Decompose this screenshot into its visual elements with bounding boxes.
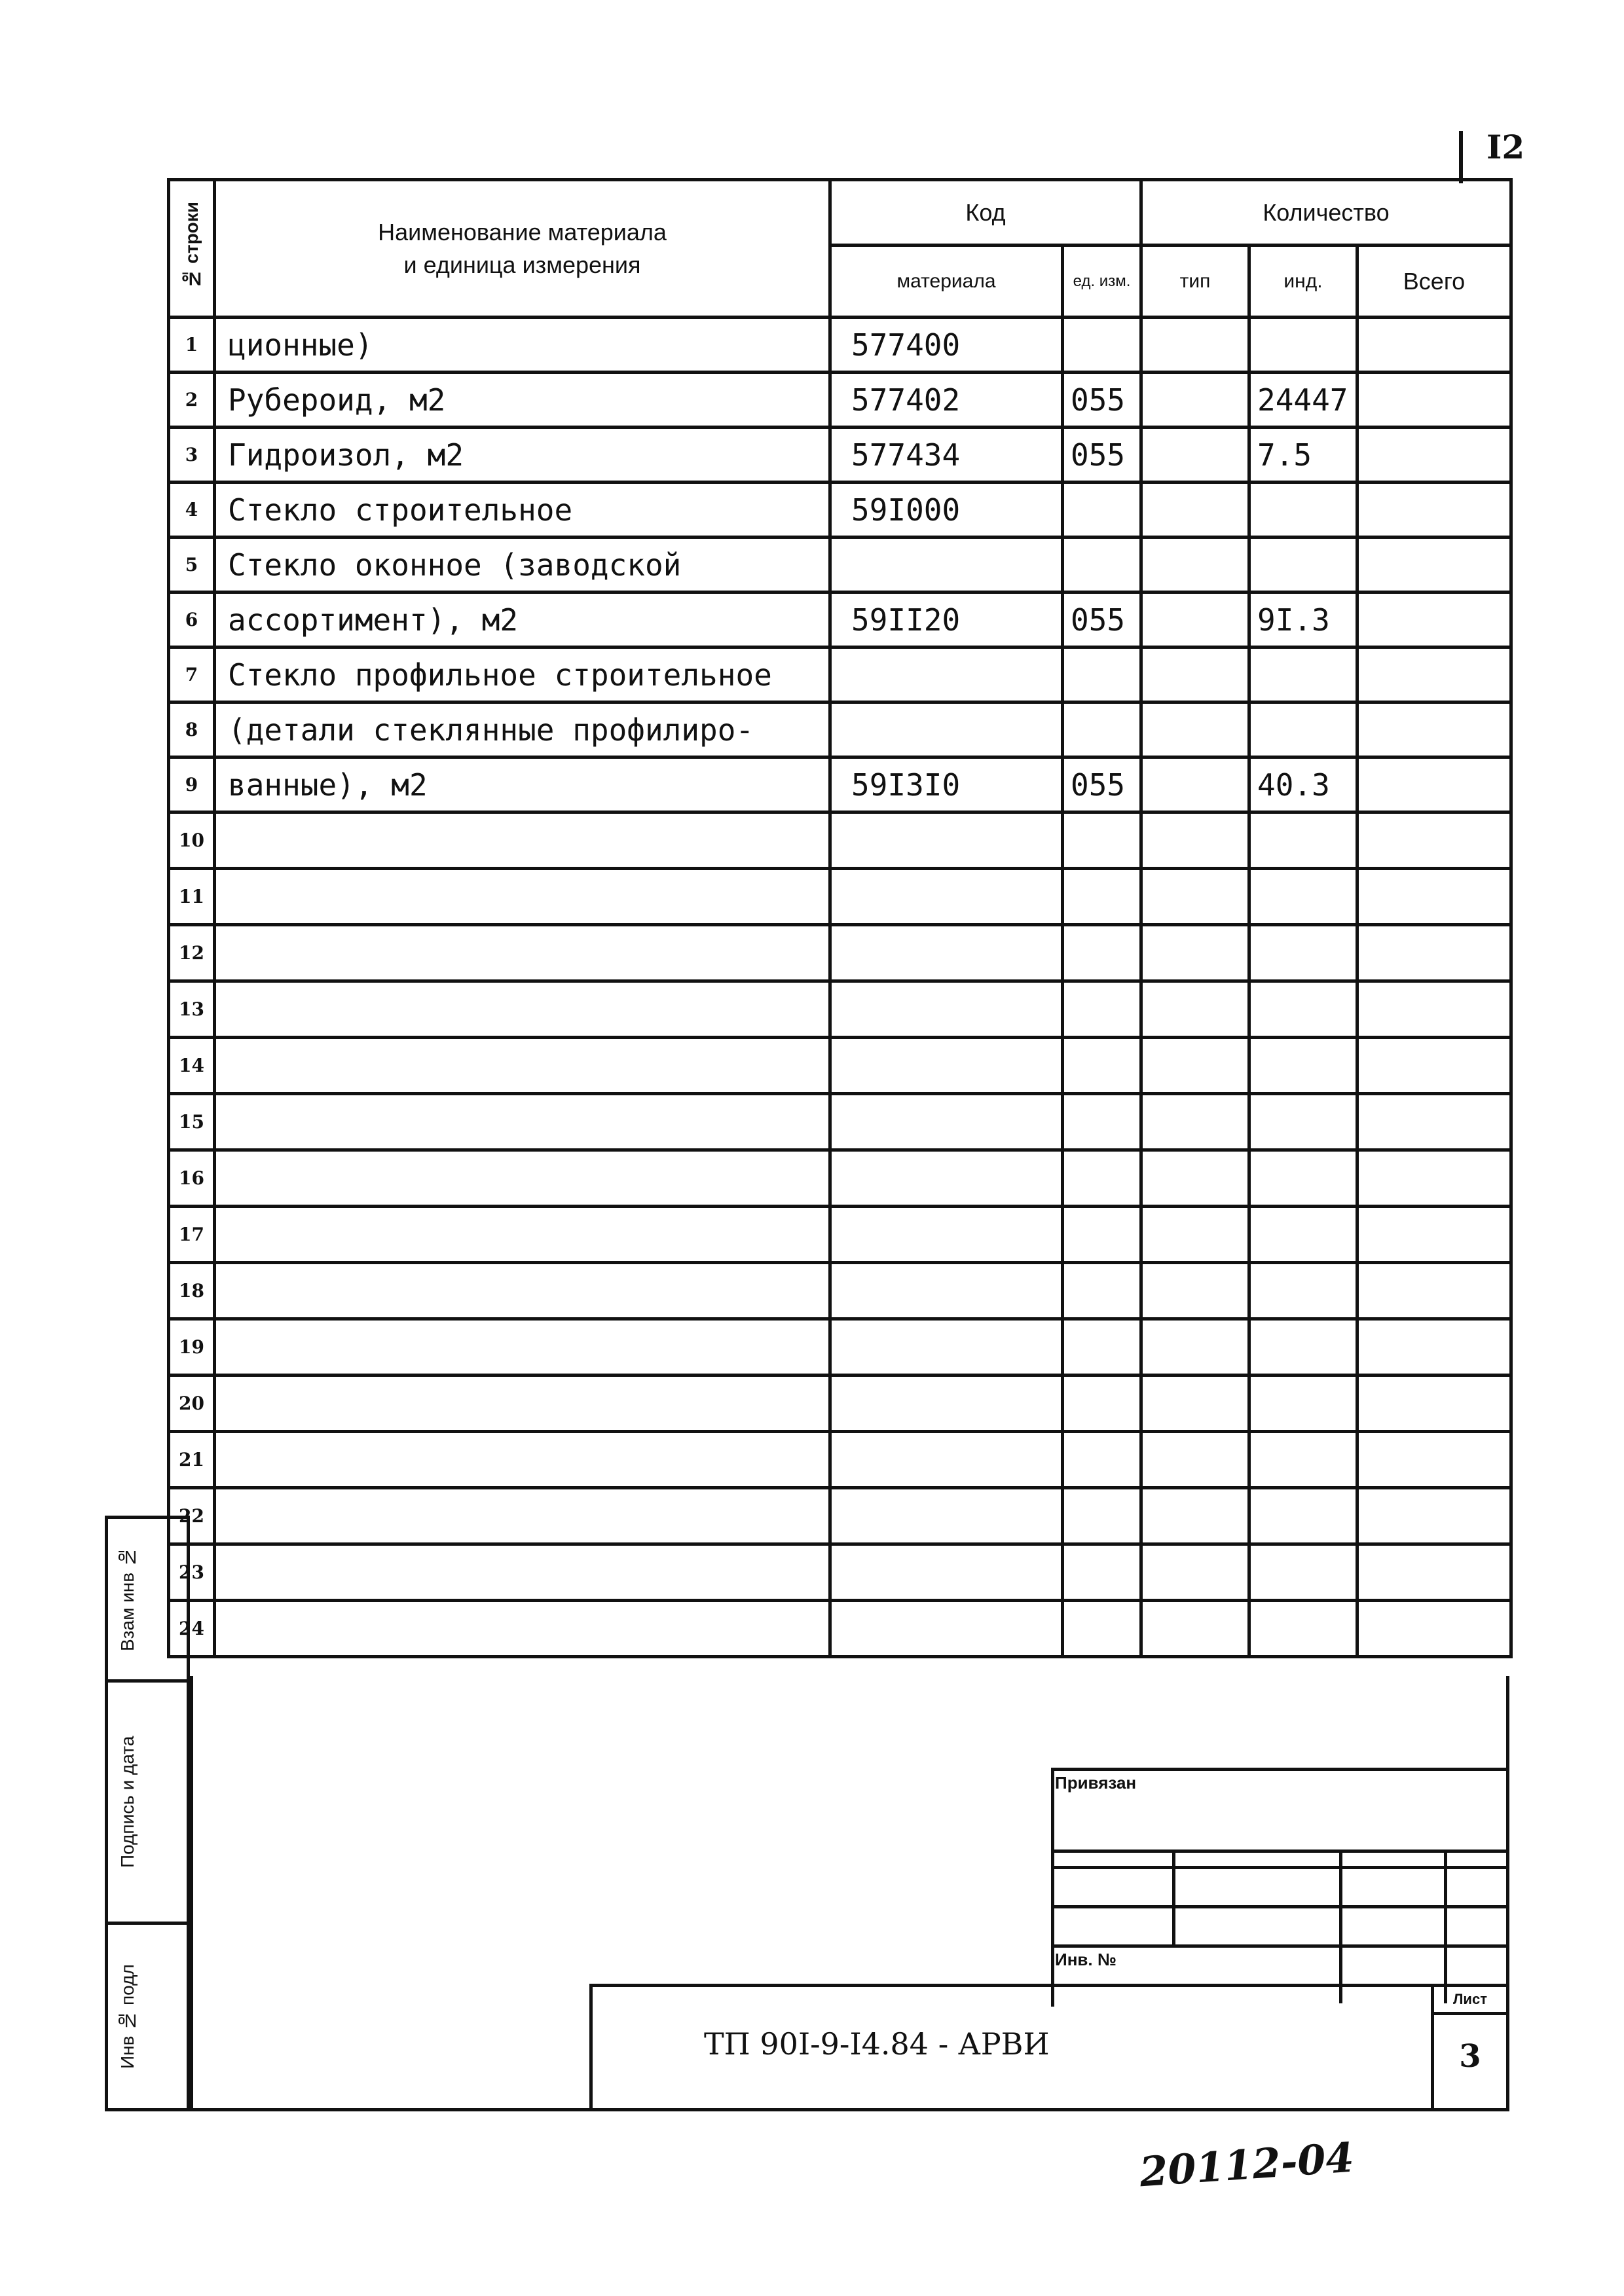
- priviazan-label: Привязан: [1055, 1773, 1137, 1793]
- row-number: 6: [169, 592, 215, 647]
- unit-code: 055: [1063, 373, 1141, 428]
- unit-code: [1063, 1488, 1141, 1544]
- priviazan-frame: [1051, 1768, 1509, 2007]
- table-row: [169, 483, 1511, 538]
- material-code: [830, 1601, 1063, 1657]
- material-code: [830, 1319, 1063, 1376]
- qty-total: [1357, 869, 1511, 925]
- header-code: Код: [830, 180, 1141, 246]
- table-row: [169, 538, 1511, 592]
- header-material-name: [215, 180, 830, 318]
- material-name: [215, 1038, 830, 1094]
- header-quantity: Количество: [1141, 180, 1511, 246]
- qty-ind: [1249, 1038, 1357, 1094]
- row-number: 18: [169, 1263, 215, 1319]
- qty-total: [1357, 538, 1511, 592]
- material-code: [830, 1038, 1063, 1094]
- header-name-line2: и единица измерения: [403, 251, 641, 278]
- qty-type: [1141, 1038, 1249, 1094]
- header-code-unit: ед. изм.: [1063, 246, 1141, 318]
- material-code: [830, 812, 1063, 869]
- row-number: 2: [169, 373, 215, 428]
- table-row-empty: [169, 1150, 1511, 1207]
- qty-type: [1141, 1601, 1249, 1657]
- table-row-empty: [169, 1601, 1511, 1657]
- qty-total: [1357, 757, 1511, 812]
- material-name: ассортимент), м2: [215, 592, 830, 647]
- material-code: 59I3I0: [830, 757, 1063, 812]
- material-name: [215, 869, 830, 925]
- row-number: 3: [169, 428, 215, 483]
- qty-type: [1141, 1488, 1249, 1544]
- material-code: [830, 981, 1063, 1038]
- row-number: 17: [169, 1207, 215, 1263]
- priviazan-block: [1051, 1768, 1509, 2003]
- qty-total: [1357, 1263, 1511, 1319]
- row-number: 7: [169, 647, 215, 702]
- qty-total: [1357, 1376, 1511, 1432]
- document-code: ТП 90I-9-I4.84 - АРВИ: [704, 2026, 1050, 2062]
- unit-code: 055: [1063, 592, 1141, 647]
- unit-code: [1063, 1094, 1141, 1150]
- material-name: [215, 1319, 830, 1376]
- unit-code: [1063, 1544, 1141, 1601]
- handwritten-number: 20112-04: [1137, 2133, 1356, 2196]
- unit-code: [1063, 1263, 1141, 1319]
- qty-type: [1141, 1376, 1249, 1432]
- unit-code: [1063, 318, 1141, 373]
- table-row: [169, 318, 1511, 373]
- material-name: ванные), м2: [215, 757, 830, 812]
- material-name: Гидроизол, м2: [215, 428, 830, 483]
- table-row: [169, 702, 1511, 757]
- table-row: [169, 428, 1511, 483]
- qty-ind: 40.3: [1249, 757, 1357, 812]
- qty-type: [1141, 812, 1249, 869]
- qty-ind: [1249, 869, 1357, 925]
- qty-total: [1357, 925, 1511, 981]
- qty-type: [1141, 981, 1249, 1038]
- qty-total: [1357, 428, 1511, 483]
- priviazan-vline-2: [1339, 1850, 1342, 2003]
- page-number: I2: [1486, 128, 1525, 166]
- page-number-divider: [1459, 131, 1463, 183]
- priviazan-vline-3: [1444, 1850, 1447, 2003]
- qty-ind: [1249, 925, 1357, 981]
- table-row-empty: [169, 1488, 1511, 1544]
- unit-code: [1063, 702, 1141, 757]
- material-name: Стекло строительное: [215, 483, 830, 538]
- table-row-empty: [169, 1094, 1511, 1150]
- material-code: 577434: [830, 428, 1063, 483]
- table-row-empty: [169, 981, 1511, 1038]
- qty-ind: [1249, 1376, 1357, 1432]
- unit-code: [1063, 869, 1141, 925]
- material-name: [215, 1601, 830, 1657]
- table-row-empty: [169, 1319, 1511, 1376]
- row-number: 8: [169, 702, 215, 757]
- material-name: [215, 1432, 830, 1488]
- header-row-number: № строки: [169, 180, 215, 318]
- table-row-empty: [169, 1263, 1511, 1319]
- table-row: [169, 592, 1511, 647]
- row-number: 19: [169, 1319, 215, 1376]
- side-label-inv-podl: Инв № подл: [117, 1964, 138, 2069]
- qty-type: [1141, 647, 1249, 702]
- qty-type: [1141, 1319, 1249, 1376]
- qty-type: [1141, 757, 1249, 812]
- material-code: [830, 869, 1063, 925]
- qty-ind: 7.5: [1249, 428, 1357, 483]
- material-name: Рубероид, м2: [215, 373, 830, 428]
- side-label-podpis: Подпись и дата: [117, 1736, 138, 1868]
- qty-ind: 9I.3: [1249, 592, 1357, 647]
- material-name: [215, 925, 830, 981]
- qty-ind: [1249, 1094, 1357, 1150]
- qty-total: [1357, 318, 1511, 373]
- qty-ind: [1249, 1544, 1357, 1601]
- priviazan-vline-1: [1172, 1850, 1175, 1944]
- header-code-material: материала: [830, 246, 1063, 318]
- header-qty-ind: инд.: [1249, 246, 1357, 318]
- material-name: Стекло оконное (заводской: [215, 538, 830, 592]
- row-number: 14: [169, 1038, 215, 1094]
- table-row-empty: [169, 1376, 1511, 1432]
- row-number: 20: [169, 1376, 215, 1432]
- qty-total: [1357, 1544, 1511, 1601]
- qty-ind: [1249, 647, 1357, 702]
- priviazan-line-1: [1051, 1850, 1509, 1853]
- qty-total: [1357, 592, 1511, 647]
- qty-total: [1357, 483, 1511, 538]
- unit-code: [1063, 1376, 1141, 1432]
- qty-total: [1357, 981, 1511, 1038]
- unit-code: [1063, 1207, 1141, 1263]
- material-name: [215, 812, 830, 869]
- table-row: [169, 373, 1511, 428]
- qty-ind: [1249, 1207, 1357, 1263]
- material-code: [830, 702, 1063, 757]
- material-name: [215, 1544, 830, 1601]
- row-number: 21: [169, 1432, 215, 1488]
- qty-total: [1357, 1038, 1511, 1094]
- qty-total: [1357, 1432, 1511, 1488]
- table-row: [169, 647, 1511, 702]
- material-code: [830, 1544, 1063, 1601]
- material-name: ционные): [215, 318, 830, 373]
- unit-code: [1063, 647, 1141, 702]
- qty-type: [1141, 1263, 1249, 1319]
- qty-type: [1141, 1544, 1249, 1601]
- unit-code: [1063, 1432, 1141, 1488]
- table-row-empty: [169, 1544, 1511, 1601]
- row-number: 9: [169, 757, 215, 812]
- unit-code: [1063, 1601, 1141, 1657]
- material-code: 577400: [830, 318, 1063, 373]
- row-number: 4: [169, 483, 215, 538]
- row-number: 16: [169, 1150, 215, 1207]
- side-box-podpis: [105, 1683, 190, 1925]
- unit-code: [1063, 1319, 1141, 1376]
- material-code: [830, 925, 1063, 981]
- table-row-empty: [169, 812, 1511, 869]
- qty-total: [1357, 702, 1511, 757]
- material-name: [215, 1150, 830, 1207]
- material-name: [215, 1488, 830, 1544]
- row-number: 12: [169, 925, 215, 981]
- qty-total: [1357, 1601, 1511, 1657]
- table-row-empty: [169, 1207, 1511, 1263]
- material-name: Стекло профильное строительное: [215, 647, 830, 702]
- qty-ind: [1249, 1488, 1357, 1544]
- row-number: 1: [169, 318, 215, 373]
- table-row-empty: [169, 1038, 1511, 1094]
- qty-type: [1141, 373, 1249, 428]
- qty-ind: [1249, 538, 1357, 592]
- row-number: 5: [169, 538, 215, 592]
- row-number: 13: [169, 981, 215, 1038]
- unit-code: [1063, 483, 1141, 538]
- priviazan-line-3: [1051, 1905, 1509, 1908]
- qty-total: [1357, 812, 1511, 869]
- materials-table: [167, 178, 1513, 1658]
- table-row-empty: [169, 1432, 1511, 1488]
- row-number: 22: [169, 1488, 215, 1544]
- qty-ind: [1249, 981, 1357, 1038]
- table-row-empty: [169, 925, 1511, 981]
- unit-code: [1063, 925, 1141, 981]
- material-code: [830, 1488, 1063, 1544]
- row-number: 15: [169, 1094, 215, 1150]
- priviazan-line-4: [1051, 1944, 1509, 1948]
- sheet-label: Лист: [1434, 1991, 1506, 2015]
- unit-code: 055: [1063, 428, 1141, 483]
- material-name: [215, 1207, 830, 1263]
- header-name-line1: Наименование материала: [378, 218, 667, 246]
- qty-type: [1141, 538, 1249, 592]
- table-row: [169, 757, 1511, 812]
- material-name: [215, 1263, 830, 1319]
- table-row-empty: [169, 869, 1511, 925]
- row-number: 23: [169, 1544, 215, 1601]
- qty-ind: [1249, 1601, 1357, 1657]
- qty-type: [1141, 925, 1249, 981]
- sheet-box: [1431, 1987, 1506, 2108]
- row-number: 11: [169, 869, 215, 925]
- material-code: 577402: [830, 373, 1063, 428]
- qty-type: [1141, 1150, 1249, 1207]
- qty-ind: [1249, 483, 1357, 538]
- qty-type: [1141, 483, 1249, 538]
- material-code: [830, 647, 1063, 702]
- material-name: [215, 981, 830, 1038]
- qty-ind: [1249, 1150, 1357, 1207]
- material-code: [830, 1150, 1063, 1207]
- unit-code: [1063, 981, 1141, 1038]
- qty-ind: [1249, 1263, 1357, 1319]
- sheet-number: 3: [1459, 2038, 1481, 2075]
- header-qty-type: тип: [1141, 246, 1249, 318]
- header-qty-total: Всего: [1357, 246, 1511, 318]
- material-code: [830, 1094, 1063, 1150]
- qty-type: [1141, 428, 1249, 483]
- qty-ind: 24447: [1249, 373, 1357, 428]
- qty-type: [1141, 318, 1249, 373]
- material-code: [830, 1376, 1063, 1432]
- qty-ind: [1249, 1432, 1357, 1488]
- material-name: [215, 1094, 830, 1150]
- inv-no-label: Инв. №: [1055, 1950, 1116, 1969]
- title-block: [589, 1984, 1509, 2111]
- row-number: 10: [169, 812, 215, 869]
- side-box-vzam: [105, 1516, 190, 1683]
- material-name: (детали стеклянные профилиро-: [215, 702, 830, 757]
- qty-total: [1357, 373, 1511, 428]
- side-label-vzam: Взам инв №: [117, 1547, 138, 1651]
- qty-total: [1357, 1488, 1511, 1544]
- qty-total: [1357, 647, 1511, 702]
- qty-ind: [1249, 702, 1357, 757]
- qty-type: [1141, 592, 1249, 647]
- side-box-inv-podl: [105, 1925, 190, 2111]
- qty-ind: [1249, 812, 1357, 869]
- qty-type: [1141, 1207, 1249, 1263]
- qty-total: [1357, 1319, 1511, 1376]
- qty-type: [1141, 1094, 1249, 1150]
- qty-total: [1357, 1207, 1511, 1263]
- unit-code: [1063, 538, 1141, 592]
- material-name: [215, 1376, 830, 1432]
- qty-ind: [1249, 318, 1357, 373]
- qty-total: [1357, 1094, 1511, 1150]
- material-code: [830, 1263, 1063, 1319]
- qty-ind: [1249, 1319, 1357, 1376]
- priviazan-line-2: [1051, 1866, 1509, 1869]
- unit-code: 055: [1063, 757, 1141, 812]
- unit-code: [1063, 812, 1141, 869]
- row-number: 24: [169, 1601, 215, 1657]
- unit-code: [1063, 1150, 1141, 1207]
- material-code: [830, 538, 1063, 592]
- material-code: 59I000: [830, 483, 1063, 538]
- qty-type: [1141, 869, 1249, 925]
- unit-code: [1063, 1038, 1141, 1094]
- qty-type: [1141, 702, 1249, 757]
- material-code: [830, 1207, 1063, 1263]
- qty-type: [1141, 1432, 1249, 1488]
- material-code: [830, 1432, 1063, 1488]
- material-code: 59II20: [830, 592, 1063, 647]
- qty-total: [1357, 1150, 1511, 1207]
